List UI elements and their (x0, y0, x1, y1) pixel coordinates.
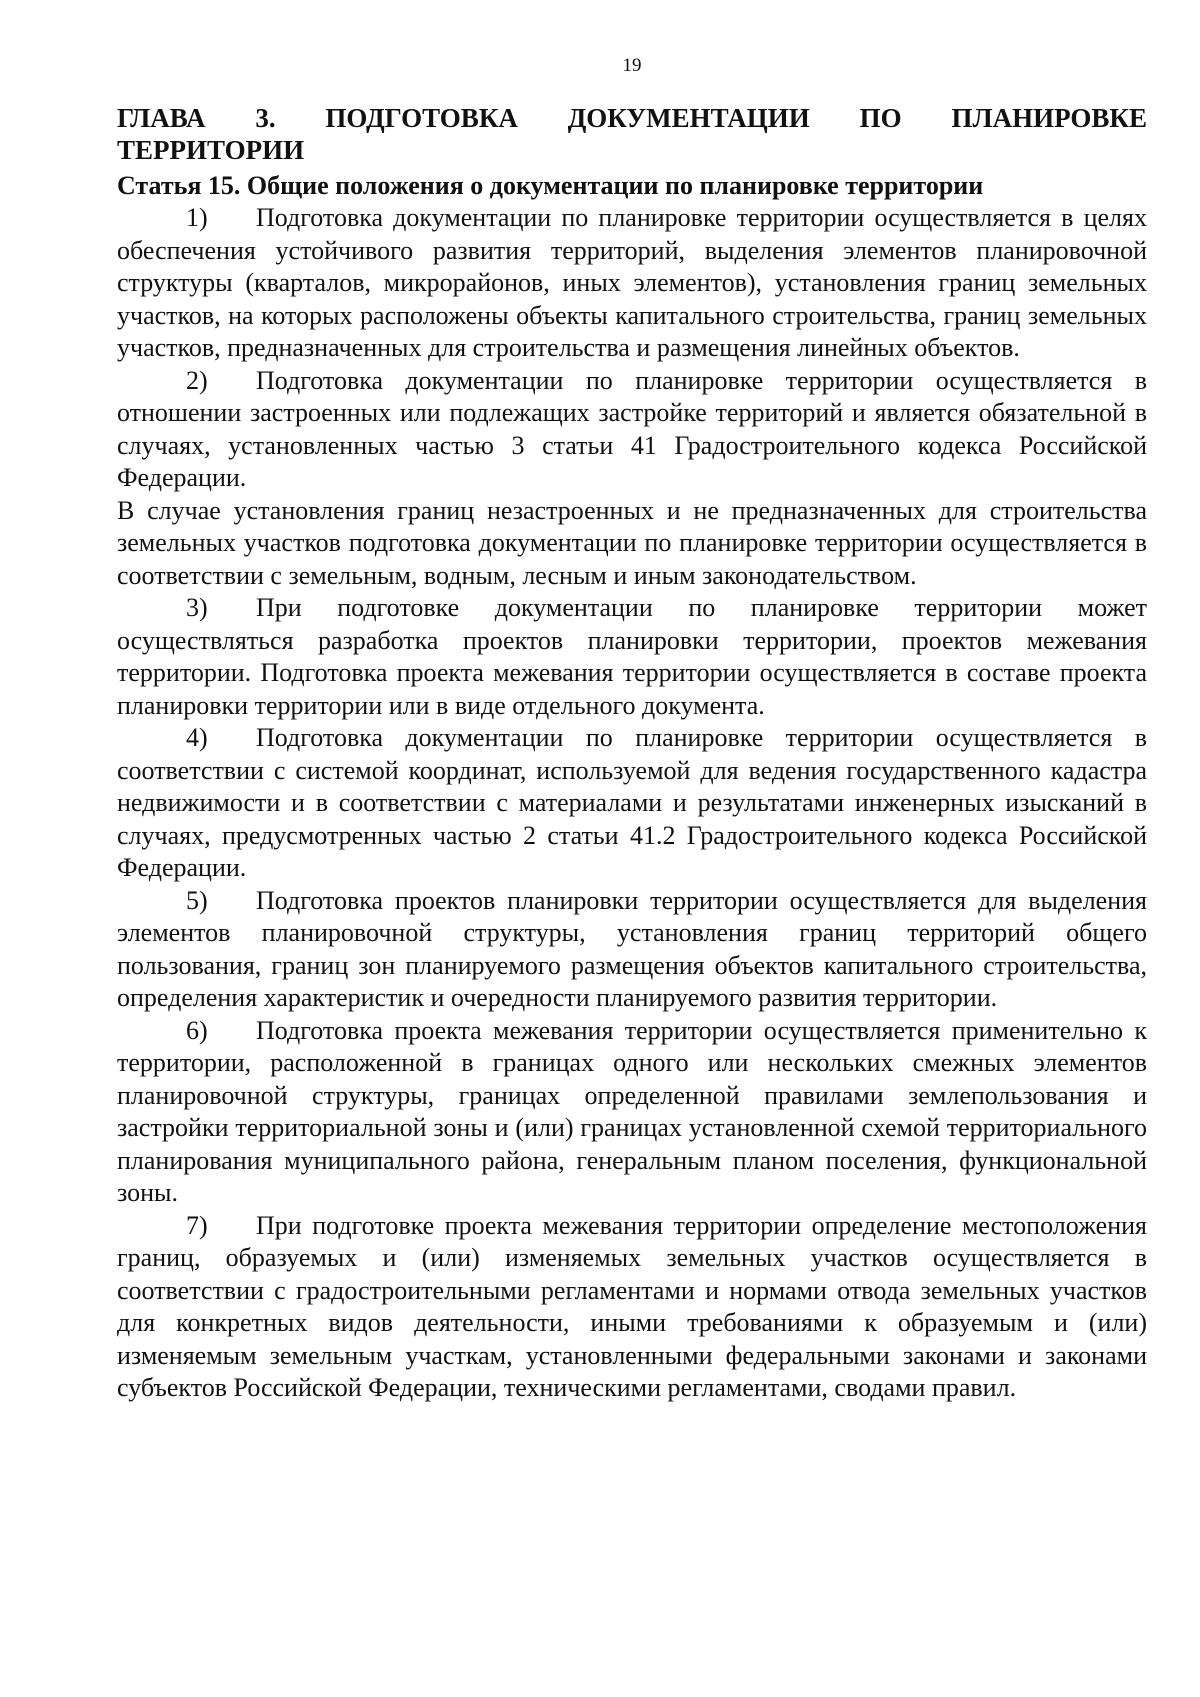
page-number: 19 (622, 55, 642, 76)
paragraph-number: 3) (186, 593, 208, 622)
document-page (117, 54, 1147, 1405)
paragraph-text: Подготовка документации по планировке территории осуществляется в целях обеспечения устойчивого развития территорий, выделения элементов планировочной структуры (кварталов, микрорайонов, иных элементов), установления границ земельных участков, на которых расположены объекты капитального строительства, границ земельных участков, предназначенных для строительства и размещения линейных объектов. (117, 203, 1147, 362)
paragraph-text: Подготовка документации по планировке территории осуществляется в соответствии с системой координат, используемой для ведения государственного кадастра недвижимости и в соответствии с материалами и результатами инженерных изысканий в случаях, предусмотренных частью 2 статьи 41.2 Градостроительного кодекса Российской Федерации. (117, 723, 1147, 882)
chapter-title-line-1: ГЛАВА 3. ПОДГОТОВКА ДОКУМЕНТАЦИИ ПО ПЛАНИРОВКЕ (117, 103, 1147, 133)
paragraph-5 (117, 885, 1147, 1015)
paragraph-4 (117, 722, 1147, 885)
chapter-title-line-2: ТЕРРИТОРИИ (117, 135, 305, 165)
paragraph-text: Подготовка документации по планировке территории осуществляется в отношении застроенных или подлежащих застройке территорий и является обязательной в случаях, установленных частью 3 статьи 41 Градостроительного кодекса Российской Федерации. (117, 365, 1147, 492)
paragraph-text: Подготовка проектов планировки территории осуществляется для выделения элементов планировочной структуры, установления границ территорий общего пользования, границ зон планируемого размещения объектов капитального строительства, определения характеристик и очередности планируемого развития территории. (117, 885, 1147, 1012)
paragraph-1 (117, 202, 1147, 365)
paragraph-text: При подготовке документации по планировке территории может осуществляться разработка проектов планировки территории, проектов межевания территории. Подготовка проекта межевания территории осуществляется в составе проекта планировки территории или в виде отдельного документа. (117, 593, 1147, 720)
article-title: Статья 15. Общие положения о документации по планировке территории (117, 171, 984, 200)
paragraph-number: 1) (186, 203, 208, 232)
paragraph-text: В случае установления границ незастроенных и не предназначенных для строительства земельных участков подготовка документации по планировке территории осуществляется в соответствии с земельным, водным, лесным и иным законодательством. (117, 495, 1147, 590)
paragraph-text: Подготовка проекта межевания территории осуществляется применительно к территории, расположенной в границах одного или нескольких смежных элементов планировочной структуры, границах определенной правилами землепользования и застройки территориальной зоны и (или) границах установленной схемой территориального планирования муниципального района, генеральным планом поселения, функциональной зоны. (117, 1015, 1147, 1207)
article-body (117, 202, 1147, 1405)
paragraph-number: 5) (186, 885, 208, 915)
paragraph-number: 4) (186, 723, 208, 752)
paragraph-6 (117, 1015, 1147, 1210)
paragraph-number: 6) (186, 1015, 208, 1045)
chapter-title (117, 102, 1147, 166)
paragraph-7 (117, 1210, 1147, 1405)
paragraph-2-continuation (117, 495, 1147, 593)
paragraph-2 (117, 365, 1147, 495)
paragraph-number: 7) (186, 1210, 208, 1240)
paragraph-text: При подготовке проекта межевания территории определение местоположения границ, образуемых и (или) изменяемых земельных участков осуществляется в соответствии с градостроительными регламентами и нормами отвода земельных участков для конкретных видов деятельности, иными требованиями к образуемым и (или) изменяемым земельным участкам, установленными федеральными законами и законами субъектов Российской Федерации, техническими регламентами, сводами правил. (117, 1210, 1147, 1402)
paragraph-3 (117, 592, 1147, 722)
paragraph-number: 2) (186, 365, 208, 395)
